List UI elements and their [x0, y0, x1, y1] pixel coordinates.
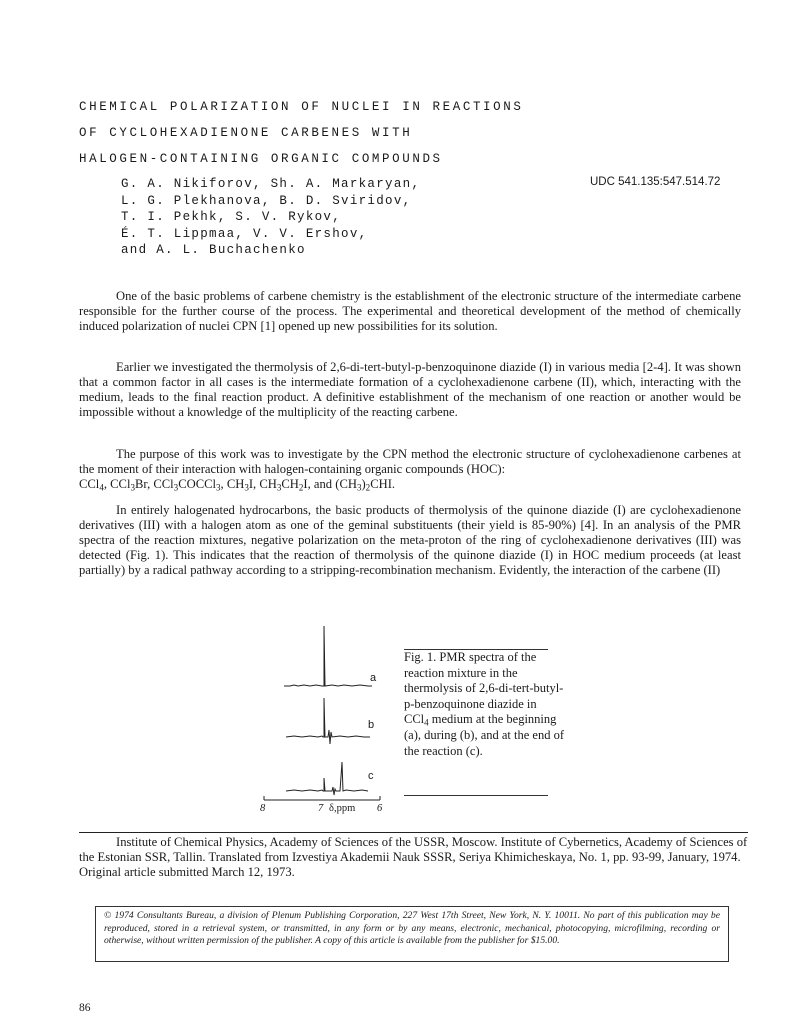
axis-tick-label-8: 8	[260, 803, 266, 814]
title-line-3: HALOGEN-CONTAINING ORGANIC COMPOUNDS	[79, 152, 443, 166]
footnote-divider	[79, 832, 748, 833]
author-line-5: and A. L. Buchachenko	[121, 243, 306, 257]
title-line-2: OF CYCLOHEXADIENONE CARBENES WITH	[79, 126, 413, 140]
affiliation-note: Institute of Chemical Physics, Academy of Sciences of the USSR, Moscow. Institute of Cybernetics, Academy of Sciences of the Estonian SSR, Tallin. Translated from Izvestiya Akademii Nauk SSSR, Seriya Khimicheskaya, No. 1, pp. 93-99, January, 1974. Original article submitted March 12, 1973.	[79, 835, 748, 880]
hoc-formula-list: CCl$_4$, CCl$_3$Br, CCl$_3$COCCl$_3$, $CH_3I$, $CH_3CH_2I$, and $(CH_3)_2CHI$.	[79, 476, 396, 493]
axis-tick-label-6: 6	[377, 803, 383, 814]
author-list	[121, 176, 420, 259]
axis-tick-label-7: 7	[318, 803, 324, 814]
spectrum-b	[286, 698, 370, 744]
figure-1-caption: Fig. 1. PMR spectra of the reaction mixture in the thermolysis of 2,6-di-tert-butyl-p-benzoquinone diazide in CCl$_4$ medium at the beginning (a), during (b), and at the end of the reaction (c).	[404, 650, 565, 758]
paragraph-3	[79, 447, 741, 492]
spectrum-c	[286, 762, 368, 795]
author-line-3: T. I. Pekhk, S. V. Rykov,	[121, 210, 342, 224]
title-line-1: CHEMICAL POLARIZATION OF NUCLEI IN REACTIONS	[79, 100, 524, 114]
caption-bottom-rule	[404, 795, 548, 796]
spectrum-label-b: b	[368, 719, 375, 731]
spectrum-label-c: c	[368, 770, 374, 782]
axis-unit-label: δ,ppm	[329, 803, 356, 814]
pmr-spectra-plot	[256, 624, 396, 824]
paragraph-1: One of the basic problems of carbene chemistry is the establishment of the electronic structure of the intermediate carbene responsible for the further course of the process. The experimental and theoretical development of the method of chemically induced polarization of nuclei CPN [1] opened up new possibilities for its solution.	[79, 289, 741, 333]
author-line-2: L. G. Plekhanova, B. D. Sviridov,	[121, 193, 412, 208]
paragraph-3-text: The purpose of this work was to investigate by the CPN method the electronic structure of cyclohexadienone carbenes at the moment of their interaction with halogen-containing organic compounds (HOC):	[79, 447, 741, 476]
author-line-1: G. A. Nikiforov, Sh. A. Markaryan,	[121, 177, 421, 191]
paragraph-4: In entirely halogenated hydrocarbons, the basic products of thermolysis of the quinone diazide (I) are cyclohexadienone derivatives (III) with a halogen atom as one of the geminal substituents (their yield is 85-90%) [4]. In an analysis of the PMR spectra of the reaction mixtures, negative polarization on the meta-proton of the ring of cyclohexadienone derivatives (III) was detected (Fig. 1). This indicates that the reaction of thermolysis of the quinone diazide (I) in HOC medium proceeds (at least partially) by a radical pathway according to a stripping-recombination mechanism. Evidently, the interaction of the carbene (II)	[79, 503, 741, 577]
article-title	[79, 94, 639, 172]
udc-code: UDC 541.135:547.514.72	[590, 176, 721, 188]
spectrum-label-a: a	[370, 672, 377, 684]
paragraph-2: Earlier we investigated the thermolysis of 2,6-di-tert-butyl-p-benzoquinone diazide (I) in various media [2-4]. It was shown that a common factor in all cases is the intermediate formation of a cyclohexadienone carbene (II), which, interacting with the medium, leads to the final reaction product. A definitive establishment of the mechanism of one reaction or another would be impossible without a knowledge of the multiplicity of the reacting carbene.	[79, 360, 741, 419]
copyright-notice: © 1974 Consultants Bureau, a division of Plenum Publishing Corporation, 227 West 17th Street, New York, N. Y. 10011. No part of this publication may be reproduced, stored in a retrieval system, or transmitted, in any form or by any means, electronic, mechanical, photocopying, microfilming, recording or otherwise, without written permission of the publisher. A copy of this article is available from the publisher for $15.00.	[95, 906, 729, 962]
page-number: 86	[79, 1002, 91, 1014]
author-line-4: É. T. Lippmaa, V. V. Ershov,	[121, 226, 368, 241]
spectrum-a	[284, 626, 372, 686]
figure-1-pmr-spectra	[256, 624, 396, 824]
